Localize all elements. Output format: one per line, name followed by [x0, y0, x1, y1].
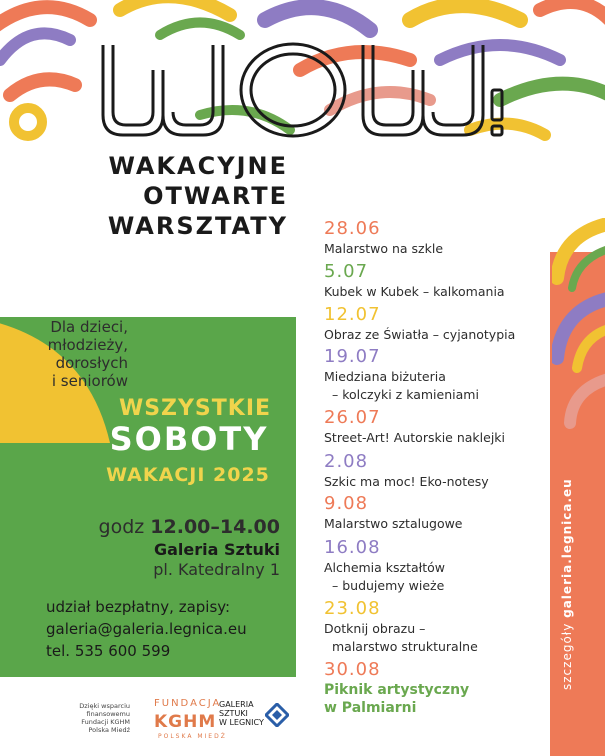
event-title-line-2: w Palmiarni — [324, 700, 417, 716]
audience-line: i seniorów — [51, 372, 128, 390]
gallery-logo-line: SZTUKI — [219, 709, 248, 718]
contact-info-label: udział bezpłatny, zapisy: — [46, 598, 231, 616]
wow-logo — [98, 40, 508, 140]
audience-line: Dla dzieci, — [50, 318, 128, 336]
gallery-logo-line: GALERIA — [219, 700, 254, 709]
details-site: galeria.legnica.eu — [560, 478, 574, 618]
kghm-foundation-label: FUNDACJA — [154, 698, 222, 709]
sponsor-support-text — [58, 702, 130, 734]
decorative-brush-strokes-right — [552, 218, 605, 438]
gallery-logo-line: W LEGNICY — [219, 718, 264, 727]
contact-email-link[interactable]: galeria@galeria.legnica.eu — [46, 620, 247, 638]
event-date: 5.07 — [324, 261, 369, 282]
time-hours: 12.00–14.00 — [150, 516, 280, 538]
schedule-heading-line-1: WSZYSTKIE — [118, 396, 272, 421]
event-title: Miedziana biżuteria — [324, 369, 446, 384]
support-line: finansowemu — [86, 710, 130, 718]
time-prefix: godz — [98, 516, 145, 538]
gallery-diamond-icon — [265, 703, 289, 727]
event-date: 9.08 — [324, 493, 369, 514]
event-date: 30.08 — [324, 659, 381, 680]
event-date: 2.08 — [324, 451, 369, 472]
details-prefix: szczegóły — [560, 617, 574, 690]
audience-text — [20, 318, 128, 390]
headline-line-2: OTWARTE — [143, 182, 288, 210]
event-date: 19.07 — [324, 346, 381, 367]
audience-line: dorosłych — [55, 354, 128, 372]
support-line: Polska Miedź — [88, 726, 130, 734]
kghm-subtitle: POLSKA MIEDŹ — [158, 733, 227, 740]
event-date: 16.08 — [324, 537, 381, 558]
schedule-heading-line-3: WAKACJI 2025 — [106, 464, 270, 486]
venue-name: Galeria Sztuki — [153, 540, 280, 559]
event-title: Kubek w Kubek – kalkomania — [324, 284, 505, 299]
event-date: 12.07 — [324, 304, 381, 325]
gallery-logo-text — [219, 700, 264, 727]
kghm-logo: KGHM — [154, 712, 217, 732]
event-title: Malarstwo na szkle — [324, 241, 444, 256]
event-date: 26.07 — [324, 407, 381, 428]
opening-hours — [90, 516, 280, 538]
event-date: 28.06 — [324, 218, 381, 239]
contact-phone[interactable]: tel. 535 600 599 — [46, 642, 171, 660]
event-title: Alchemia kształtów — [324, 560, 445, 575]
support-line: Dzięki wsparciu — [79, 702, 130, 710]
support-line: Fundacji KGHM — [81, 718, 130, 726]
headline-line-3: WARSZTATY — [107, 212, 288, 240]
headline-line-1: WAKACYJNE — [108, 152, 288, 180]
event-title-line-2: – budujemy wieże — [332, 578, 445, 593]
audience-line: młodzieży, — [47, 336, 128, 354]
details-website-vertical[interactable] — [560, 478, 574, 690]
event-title-line-2: – kolczyki z kamieniami — [332, 387, 479, 402]
event-title: Szkic ma moc! Eko-notesy — [324, 474, 489, 489]
event-title: Malarstwo sztalugowe — [324, 516, 463, 531]
event-title: Street-Art! Autorskie naklejki — [324, 430, 506, 445]
event-date: 23.08 — [324, 598, 381, 619]
event-title: Piknik artystyczny — [324, 682, 470, 698]
event-title-line-2: malarstwo strukturalne — [332, 639, 478, 654]
venue-address: pl. Katedralny 1 — [153, 560, 280, 579]
event-title: Dotknij obrazu – — [324, 621, 426, 636]
event-title: Obraz ze Światła – cyjanotypia — [324, 327, 516, 342]
schedule-heading-line-2: SOBOTY — [109, 420, 269, 458]
